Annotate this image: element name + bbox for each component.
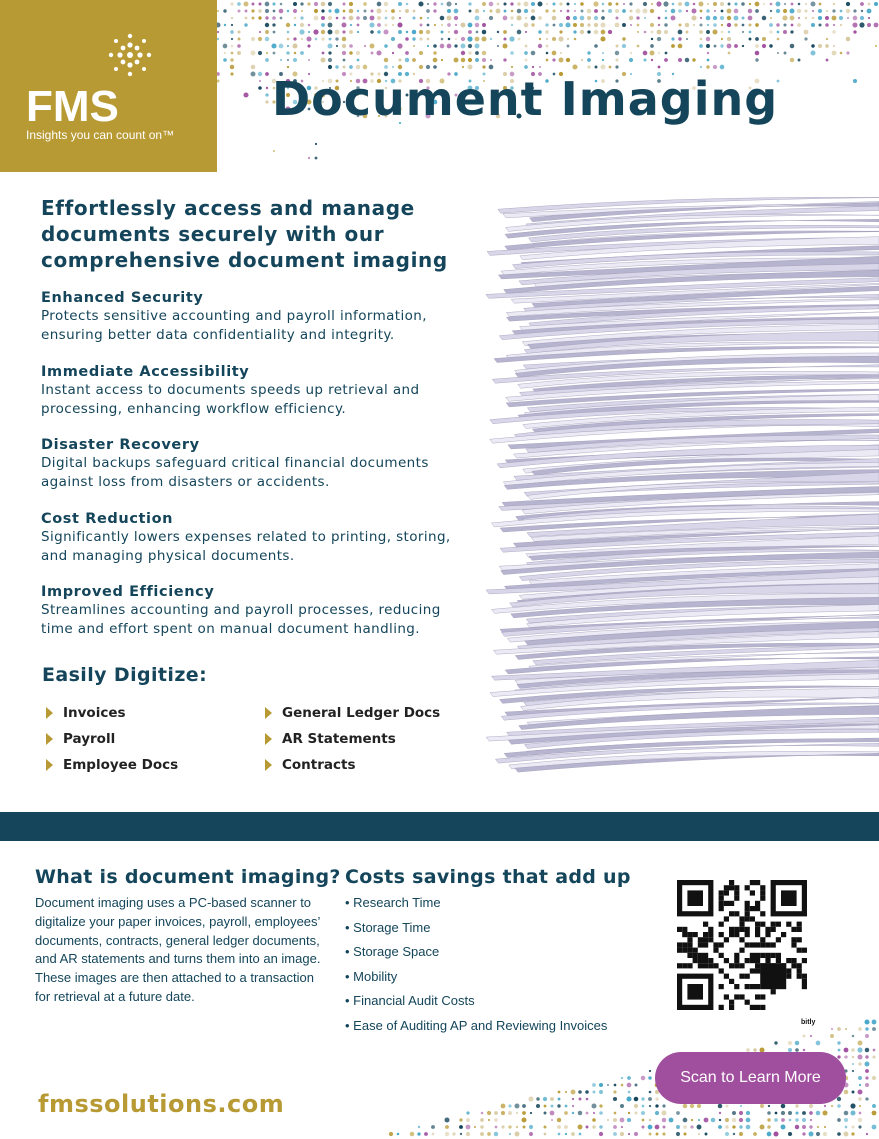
costs-item: • Ease of Auditing AP and Reviewing Invoices xyxy=(345,1017,608,1033)
bullet-arrow-icon xyxy=(265,733,272,745)
qr-label: bitly xyxy=(801,1019,816,1026)
digitize-list-right xyxy=(263,700,440,778)
feature-list xyxy=(41,289,471,657)
fms-logo xyxy=(0,0,217,172)
page-title: Document Imaging xyxy=(272,72,779,126)
bullet-arrow-icon xyxy=(46,707,53,719)
costs-list xyxy=(345,894,607,1042)
feature-item xyxy=(41,363,471,437)
costs-item: • Research Time xyxy=(345,895,441,910)
feature-item xyxy=(41,289,471,363)
feature-title: Enhanced Security xyxy=(41,290,204,306)
feature-description: Protects sensitive accounting and payroll information, ensuring better data confidentiality and integrity. xyxy=(41,308,427,343)
headline: Effortlessly access and manage documents securely with our comprehensive document imaging xyxy=(41,196,448,272)
digitize-item xyxy=(44,700,178,726)
feature-description: Significantly lowers expenses related to printing, storing, and managing physical documents. xyxy=(41,528,451,564)
costs-item: • Mobility xyxy=(345,968,398,984)
digitize-item-label: Invoices xyxy=(63,705,126,721)
costs-item: • Financial Audit Costs xyxy=(345,993,475,1009)
what-heading: What is document imaging? xyxy=(35,866,341,888)
feature-description: Instant access to documents speeds up retrieval and processing, enhancing workflow efficiency. xyxy=(41,381,420,417)
feature-title: Improved Efficiency xyxy=(41,584,215,600)
digitize-item xyxy=(44,726,178,752)
bullet-arrow-icon xyxy=(265,759,272,771)
digitize-item-label: Contracts xyxy=(282,757,356,773)
costs-item: • Storage Time xyxy=(345,919,431,935)
feature-description: Streamlines accounting and payroll processes, reducing time and effort spent on manual document handling. xyxy=(41,602,441,637)
digitize-item-label: AR Statements xyxy=(282,731,396,747)
sparkle-logo-icon xyxy=(105,30,155,80)
digitize-item xyxy=(263,700,440,726)
what-body: Document imaging uses a PC-based scanner to digitalize your paper invoices, payroll, employees’ documents, contracts, general ledger documents, and AR statements and turns them into an image. These images are then attached to a transaction for retrieval at a future date. xyxy=(35,895,321,1004)
bullet-arrow-icon xyxy=(46,759,53,771)
bullet-arrow-icon xyxy=(46,733,53,745)
costs-heading: Costs savings that add up xyxy=(345,866,631,888)
feature-title: Disaster Recovery xyxy=(41,437,200,453)
digitize-item xyxy=(263,726,440,752)
feature-description: Digital backups safeguard critical financial documents against loss from disasters or accidents. xyxy=(41,455,429,490)
digitize-heading: Easily Digitize: xyxy=(42,664,208,686)
paper-stack-image xyxy=(470,178,879,790)
feature-item xyxy=(41,436,471,510)
feature-title: Immediate Accessibility xyxy=(41,363,250,380)
divider-band xyxy=(0,812,879,841)
digitize-item xyxy=(44,752,178,778)
digitize-list-left xyxy=(44,700,178,778)
digitize-item-label: General Ledger Docs xyxy=(282,705,441,721)
feature-title: Cost Reduction xyxy=(41,510,174,527)
website-link[interactable]: fmssolutions.com xyxy=(38,1090,285,1118)
costs-item: • Storage Space xyxy=(345,944,440,960)
bullet-arrow-icon xyxy=(265,707,272,719)
digitize-item xyxy=(263,752,440,778)
feature-item xyxy=(41,583,471,657)
scan-to-learn-more-button[interactable]: Scan to Learn More xyxy=(655,1052,846,1104)
qr-code[interactable] xyxy=(675,878,825,1028)
feature-item xyxy=(41,510,471,584)
digitize-item-label: Payroll xyxy=(63,731,116,747)
logo-tagline: Insights you can count on™ xyxy=(26,128,175,142)
logo-wordmark: FMS xyxy=(26,82,119,131)
digitize-item-label: Employee Docs xyxy=(63,757,179,773)
